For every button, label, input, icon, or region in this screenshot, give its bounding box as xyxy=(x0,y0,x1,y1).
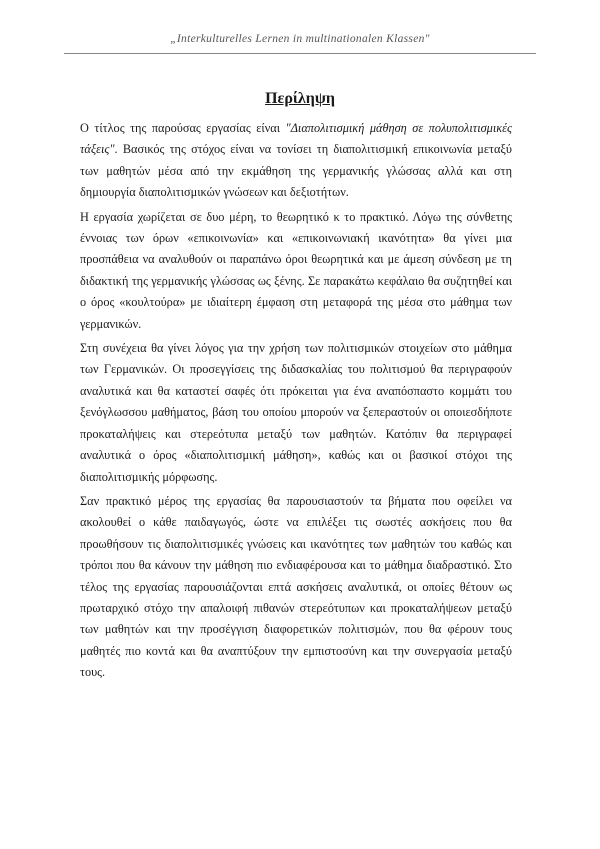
running-header: „Interkulturelles Lernen in multinationalen Klassen" xyxy=(170,33,430,45)
paragraph-4: Σαν πρακτικό μέρος της εργασίας θα παρουσιαστούν τα βήματα που οφείλει να ακολουθεί ο κάθε παιδαγωγός, ώστε να επιλέξει τις σωστές ασκήσεις που θα προωθήσουν τις διαπολιτισμικές γνώσεις και ικανότητες των μαθητών του καθώς και τρόποι που θα κάνουν την μάθηση πιο ενδιαφέρουσα και το μάθημα διαδραστικό. Στο τέλος της εργασίας παρουσιάζονται επτά ασκήσεις αναλυτικά, οι οποίες θέτουν ως πρωταρχικό στόχο την απαλοιφή πιθανών στερεότυπων και προκαταλήψεων μεταξύ των μαθητών και την προσέγγιση διαφορετικών πολιτισμών, που θα φέρουν τους μαθητές πιο κοντά και θα αναπτύξουν την εμπιστοσύνη και την συνεργασία μεταξύ τους. xyxy=(80,493,512,680)
paragraph-1-rest: . Βασικός της στόχος είναι να τονίσει τη διαπολιτισμική επικοινωνία μεταξύ των μαθητών μέσα από την εκμάθηση της γερμανικής γλώσσας αλλά και στη δημιουργία διαπολιτισμικών γνώσεων και δεξιοτήτων. xyxy=(80,142,512,200)
paragraph-2: Η εργασία χωρίζεται σε δυο μέρη, το θεωρητικό κ το πρακτικό. Λόγω της σύνθετης έννοιας των όρων «επικοινωνία» και «επικοινωνιακή ικανότητα» θα γίνει μια προσπάθεια να αναλυθούν οι παραπάνω όροι θεωρητικά και με άμεση σύνδεση με τη διδακτική της γερμανικής γλώσσας ως ξένης. Σε παρακάτω κεφάλαιο θα συζητηθεί και ο όρος «κουλτούρα» με ιδιαίτερη έμφαση στη μεταφορά της μέσα στο μάθημα των γερμανικών. xyxy=(80,209,512,331)
thesis-title: "Διαπολιτισμική μάθηση σε πολυπολιτισμικές τάξεις" xyxy=(80,121,513,157)
page-title: Περίληψη xyxy=(265,90,335,107)
paragraph-1-lead: Ο τίτλος της παρούσας εργασίας είναι xyxy=(80,121,286,135)
header-divider xyxy=(64,53,536,54)
paragraph-3: Στη συνέχεια θα γίνει λόγος για την χρήση των πολιτισμικών στοιχείων στο μάθημα των Γερμανικών. Οι προσεγγίσεις της διδασκαλίας του πολιτισμού θα περιγραφούν αναλυτικά και θα καταστεί σαφές ότι πρόκειται για ένα αναπόσπαστο κομμάτι του ξενόγλωσσου μαθήματος, βάση του οποίου μπορούν να ξεπεραστούν οι οποιεσδήποτε προκαταλήψεις και στερεότυπα μεταξύ των μαθητών. Κατόπιν θα περιγραφεί αναλυτικά ο όρος «διαπολιτισμική μάθηση», καθώς και οι βασικοί στόχοι της διαπολιτισμικής μόρφωσης. xyxy=(80,341,512,484)
paragraph-1 xyxy=(80,118,512,204)
abstract-body xyxy=(80,118,512,687)
